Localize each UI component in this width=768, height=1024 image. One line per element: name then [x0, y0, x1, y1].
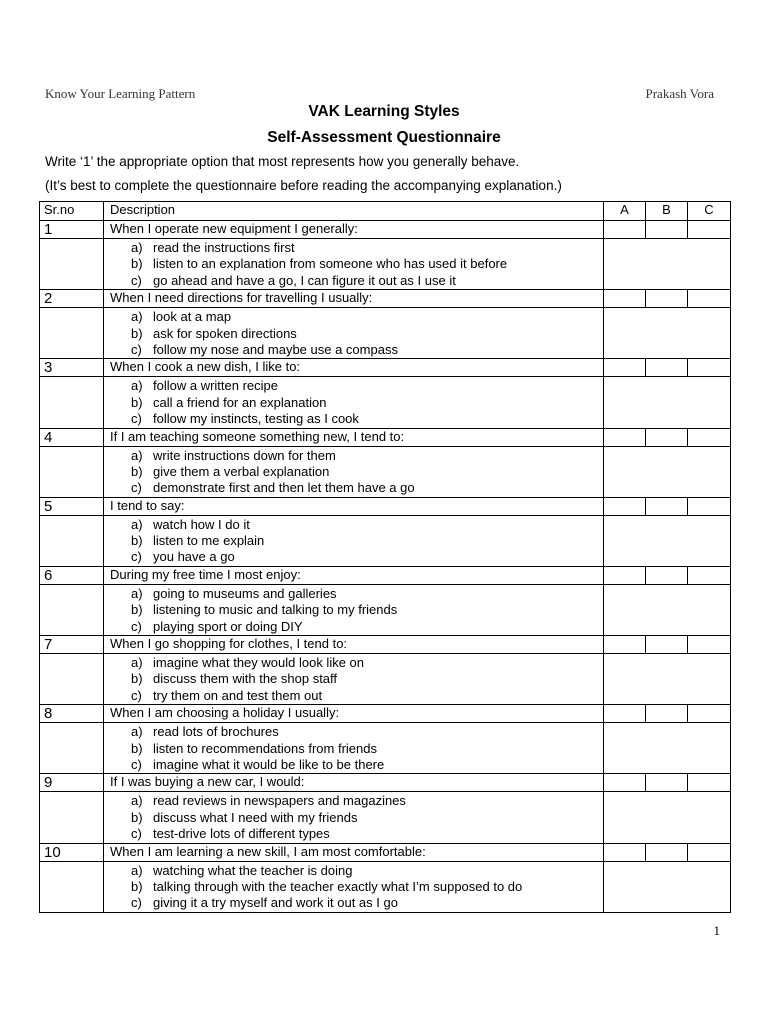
answer-cell-c[interactable]	[688, 636, 731, 654]
option-text: try them on and test them out	[153, 687, 323, 703]
option-letter: a)	[131, 585, 143, 601]
table-header-row	[40, 202, 731, 221]
options-number-cell	[40, 377, 104, 428]
options-cell	[104, 861, 604, 912]
options-answer-area	[604, 239, 731, 290]
question-row	[40, 705, 731, 723]
option-letter: c)	[131, 341, 142, 357]
option-letter: b)	[131, 394, 143, 410]
option-text: test-drive lots of different types	[153, 826, 330, 842]
instruction-line-2: (It’s best to complete the questionnaire before reading the accompanying explanation.)	[45, 178, 562, 193]
question-text: When I go shopping for clothes, I tend to:	[104, 636, 604, 654]
options-cell	[104, 239, 604, 290]
answer-cell-a[interactable]	[604, 705, 646, 723]
option-item	[104, 826, 603, 842]
option-text: go ahead and have a go, I can figure it out as I use it	[153, 272, 456, 288]
option-text: watching what the teacher is doing	[153, 862, 353, 878]
option-text: look at a map	[153, 309, 232, 325]
option-letter: a)	[131, 655, 143, 671]
option-item	[104, 671, 603, 687]
options-cell	[104, 723, 604, 774]
option-text: talking through with the teacher exactly what I’m supposed to do	[153, 878, 523, 894]
question-number: 9	[40, 774, 104, 792]
options-row	[40, 723, 731, 774]
column-header-description: Description	[104, 202, 604, 221]
option-letter: c)	[131, 411, 142, 427]
option-text: imagine what they would look like on	[153, 655, 365, 671]
options-answer-area	[604, 792, 731, 843]
answer-cell-b[interactable]	[646, 359, 688, 377]
answer-cell-a[interactable]	[604, 636, 646, 654]
option-text: listen to recommendations from friends	[153, 740, 377, 756]
answer-cell-b[interactable]	[646, 290, 688, 308]
question-row	[40, 221, 731, 239]
option-item	[104, 586, 603, 602]
option-letter: b)	[131, 602, 143, 618]
question-text: When I operate new equipment I generally:	[104, 221, 604, 239]
option-item	[104, 256, 603, 272]
option-letter: a)	[131, 724, 143, 740]
options-row	[40, 515, 731, 566]
option-letter: c)	[131, 618, 142, 634]
option-text: read the instructions first	[153, 240, 295, 255]
answer-cell-c[interactable]	[688, 290, 731, 308]
option-item	[104, 863, 603, 879]
option-letter: b)	[131, 671, 143, 687]
answer-cell-c[interactable]	[688, 843, 731, 861]
options-cell	[104, 446, 604, 497]
page-subtitle: Self-Assessment Questionnaire	[267, 129, 501, 146]
options-answer-area	[604, 446, 731, 497]
options-row	[40, 792, 731, 843]
question-text: I tend to say:	[104, 497, 604, 515]
question-row	[40, 843, 731, 861]
answer-cell-a[interactable]	[604, 497, 646, 515]
instruction-line-1: Write ‘1’ the appropriate option that most represents how you generally behave.	[45, 154, 520, 169]
answer-cell-b[interactable]	[646, 636, 688, 654]
answer-cell-b[interactable]	[646, 221, 688, 239]
question-number: 2	[40, 290, 104, 308]
option-letter: a)	[131, 240, 143, 255]
question-text: If I was buying a new car, I would:	[104, 774, 604, 792]
options-number-cell	[40, 308, 104, 359]
option-item	[104, 326, 603, 342]
options-number-cell	[40, 654, 104, 705]
question-row	[40, 566, 731, 584]
header-left-text: Know Your Learning Pattern	[45, 86, 196, 101]
option-text: discuss them with the shop staff	[153, 671, 338, 687]
option-text: follow my nose and maybe use a compass	[153, 341, 398, 357]
column-header-b: B	[646, 202, 688, 221]
option-letter: b)	[131, 740, 143, 756]
option-text: listen to an explanation from someone who has used it before	[153, 256, 508, 272]
options-row	[40, 654, 731, 705]
option-item	[104, 517, 603, 533]
option-letter: b)	[131, 809, 143, 825]
answer-cell-c[interactable]	[688, 221, 731, 239]
option-text: listening to music and talking to my friends	[153, 602, 398, 618]
option-item	[104, 533, 603, 549]
option-letter: a)	[131, 793, 143, 809]
option-item	[104, 549, 603, 565]
options-number-cell	[40, 584, 104, 635]
option-letter: a)	[131, 516, 143, 532]
answer-cell-a[interactable]	[604, 359, 646, 377]
option-item	[104, 309, 603, 325]
option-item	[104, 395, 603, 411]
answer-cell-c[interactable]	[688, 359, 731, 377]
question-row	[40, 774, 731, 792]
options-answer-area	[604, 723, 731, 774]
option-item	[104, 602, 603, 618]
options-cell	[104, 377, 604, 428]
options-row	[40, 377, 731, 428]
options-number-cell	[40, 446, 104, 497]
answer-cell-b[interactable]	[646, 428, 688, 446]
options-number-cell	[40, 239, 104, 290]
option-item	[104, 448, 603, 464]
option-item	[104, 895, 603, 911]
answer-cell-c[interactable]	[688, 497, 731, 515]
option-letter: b)	[131, 325, 143, 341]
question-number: 6	[40, 566, 104, 584]
option-letter: c)	[131, 895, 142, 911]
question-text: When I am learning a new skill, I am most comfortable:	[104, 843, 604, 861]
option-text: you have a go	[153, 549, 235, 565]
option-text: ask for spoken directions	[153, 325, 297, 341]
column-header-a: A	[604, 202, 646, 221]
question-text: During my free time I most enjoy:	[104, 566, 604, 584]
option-text: follow a written recipe	[153, 378, 278, 394]
option-letter: c)	[131, 687, 142, 703]
options-number-cell	[40, 515, 104, 566]
option-text: read lots of brochures	[153, 724, 279, 740]
option-item	[104, 480, 603, 496]
options-row	[40, 861, 731, 912]
options-cell	[104, 654, 604, 705]
option-text: read reviews in newspapers and magazines	[153, 793, 406, 809]
answer-cell-a[interactable]	[604, 774, 646, 792]
options-row	[40, 446, 731, 497]
question-text: When I need directions for travelling I usually:	[104, 290, 604, 308]
page-number: 1	[713, 923, 720, 938]
question-text: When I am choosing a holiday I usually:	[104, 705, 604, 723]
options-answer-area	[604, 308, 731, 359]
option-item	[104, 619, 603, 635]
answer-cell-c[interactable]	[688, 566, 731, 584]
question-row	[40, 636, 731, 654]
options-number-cell	[40, 861, 104, 912]
options-row	[40, 584, 731, 635]
answer-cell-a[interactable]	[604, 221, 646, 239]
option-letter: c)	[131, 549, 142, 565]
answer-cell-a[interactable]	[604, 566, 646, 584]
option-item	[104, 793, 603, 809]
options-number-cell	[40, 723, 104, 774]
options-cell	[104, 308, 604, 359]
option-letter: c)	[131, 272, 142, 288]
answer-cell-b[interactable]	[646, 497, 688, 515]
option-letter: c)	[131, 756, 142, 772]
options-number-cell	[40, 792, 104, 843]
option-text: going to museums and galleries	[153, 585, 337, 601]
question-row	[40, 359, 731, 377]
option-item	[104, 273, 603, 289]
header-right-text: Prakash Vora	[645, 86, 714, 101]
question-number: 10	[40, 843, 104, 861]
option-letter: c)	[131, 480, 142, 496]
option-item	[104, 240, 603, 256]
column-header-c: C	[688, 202, 731, 221]
questionnaire-table	[39, 201, 731, 913]
options-row	[40, 239, 731, 290]
question-row	[40, 290, 731, 308]
answer-cell-b[interactable]	[646, 774, 688, 792]
option-text: demonstrate first and then let them have a go	[153, 480, 415, 496]
options-answer-area	[604, 654, 731, 705]
option-text: watch how I do it	[153, 516, 250, 532]
answer-cell-b[interactable]	[646, 843, 688, 861]
answer-cell-b[interactable]	[646, 705, 688, 723]
option-item	[104, 655, 603, 671]
options-cell	[104, 584, 604, 635]
option-letter: a)	[131, 378, 143, 394]
options-answer-area	[604, 377, 731, 428]
options-answer-area	[604, 584, 731, 635]
option-text: listen to me explain	[153, 533, 265, 549]
options-row	[40, 308, 731, 359]
answer-cell-b[interactable]	[646, 566, 688, 584]
option-item	[104, 757, 603, 773]
option-item	[104, 810, 603, 826]
option-letter: b)	[131, 878, 143, 894]
option-item	[104, 411, 603, 427]
question-number: 5	[40, 497, 104, 515]
answer-cell-a[interactable]	[604, 290, 646, 308]
option-letter: a)	[131, 862, 143, 878]
options-answer-area	[604, 861, 731, 912]
question-text: If I am teaching someone something new, I tend to:	[104, 428, 604, 446]
option-letter: a)	[131, 309, 143, 325]
question-row	[40, 428, 731, 446]
page-title: VAK Learning Styles	[308, 103, 460, 120]
option-item	[104, 464, 603, 480]
option-text: give them a verbal explanation	[153, 463, 330, 479]
option-text: follow my instincts, testing as I cook	[153, 411, 359, 427]
option-item	[104, 741, 603, 757]
option-letter: b)	[131, 256, 143, 272]
option-text: discuss what I need with my friends	[153, 809, 358, 825]
option-text: call a friend for an explanation	[153, 394, 327, 410]
option-text: playing sport or doing DIY	[153, 618, 303, 634]
option-item	[104, 378, 603, 394]
option-item	[104, 879, 603, 895]
options-cell	[104, 515, 604, 566]
option-text: giving it a try myself and work it out as I go	[153, 895, 398, 911]
question-row	[40, 497, 731, 515]
options-answer-area	[604, 515, 731, 566]
question-number: 7	[40, 636, 104, 654]
option-text: imagine what it would be like to be there	[153, 756, 385, 772]
answer-cell-a[interactable]	[604, 428, 646, 446]
answer-cell-c[interactable]	[688, 428, 731, 446]
question-text: When I cook a new dish, I like to:	[104, 359, 604, 377]
options-cell	[104, 792, 604, 843]
option-item	[104, 342, 603, 358]
option-item	[104, 724, 603, 740]
answer-cell-a[interactable]	[604, 843, 646, 861]
option-letter: b)	[131, 533, 143, 549]
option-letter: a)	[131, 447, 143, 463]
question-number: 8	[40, 705, 104, 723]
question-number: 3	[40, 359, 104, 377]
column-header-srno: Sr.no	[40, 202, 104, 221]
answer-cell-c[interactable]	[688, 705, 731, 723]
answer-cell-c[interactable]	[688, 774, 731, 792]
option-letter: b)	[131, 463, 143, 479]
option-item	[104, 688, 603, 704]
question-number: 1	[40, 221, 104, 239]
option-letter: c)	[131, 826, 142, 842]
option-text: write instructions down for them	[153, 447, 336, 463]
question-number: 4	[40, 428, 104, 446]
